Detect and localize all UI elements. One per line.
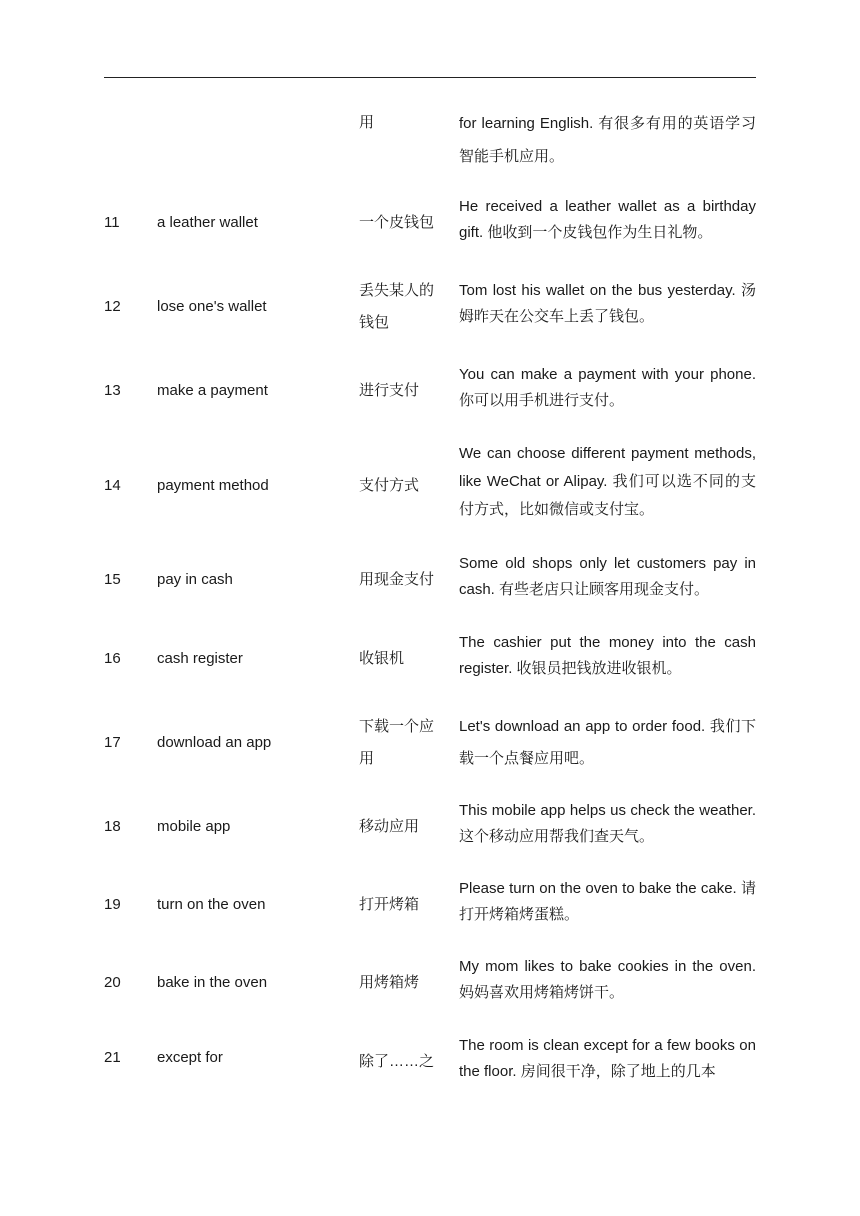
example-cell: for learning English. 有很多有用的英语学习智能手机应用。 bbox=[459, 115, 756, 165]
row-number: 14 bbox=[104, 477, 121, 494]
meaning-cell: 用 bbox=[359, 114, 375, 131]
meaning-cell: 除了……之 bbox=[359, 1053, 435, 1070]
row-number: 17 bbox=[104, 734, 121, 751]
phrase-cell: lose one's wallet bbox=[157, 298, 267, 315]
phrase-cell: payment method bbox=[157, 477, 269, 494]
meaning-cell: 丢失某人的钱包 bbox=[359, 282, 435, 331]
example-cell: Please turn on the oven to bake the cake. 请打开烤箱烤蛋糕。 bbox=[459, 880, 756, 923]
header-rule bbox=[104, 77, 756, 78]
example-cell: We can choose different payment methods, like WeChat or Alipay. 我们可以选不同的支付方式，比如微信或支付宝。 bbox=[459, 445, 756, 518]
row-number: 19 bbox=[104, 896, 121, 913]
phrase-cell: download an app bbox=[157, 734, 272, 751]
row-number: 18 bbox=[104, 818, 121, 835]
meaning-cell: 进行支付 bbox=[359, 382, 420, 399]
meaning-cell: 移动应用 bbox=[359, 818, 420, 835]
example-cell: Some old shops only let customers pay in cash. 有些老店只让顾客用现金支付。 bbox=[459, 555, 756, 598]
meaning-cell: 收银机 bbox=[359, 650, 405, 667]
example-cell: This mobile app helps us check the weather. 这个移动应用帮我们查天气。 bbox=[459, 802, 756, 845]
row-number: 12 bbox=[104, 298, 121, 315]
meaning-cell: 打开烤箱 bbox=[359, 896, 420, 913]
row-number: 15 bbox=[104, 571, 121, 588]
example-cell: The room is clean except for a few books on the floor. 房间很干净，除了地上的几本 bbox=[459, 1037, 756, 1080]
example-cell: You can make a payment with your phone. 你可以用手机进行支付。 bbox=[459, 366, 756, 409]
phrase-cell: a leather wallet bbox=[157, 214, 258, 231]
phrase-cell: cash register bbox=[157, 650, 243, 667]
meaning-cell: 用现金支付 bbox=[359, 571, 435, 588]
phrase-cell: mobile app bbox=[157, 818, 231, 835]
row-number: 13 bbox=[104, 382, 121, 399]
example-cell: Let's download an app to order food. 我们下载一个点餐应用吧。 bbox=[459, 718, 756, 767]
row-number: 11 bbox=[104, 214, 120, 231]
meaning-cell: 下载一个应用 bbox=[359, 718, 435, 767]
example-cell: The cashier put the money into the cash register. 收银员把钱放进收银机。 bbox=[459, 634, 756, 677]
meaning-cell: 支付方式 bbox=[359, 477, 420, 494]
meaning-cell: 用烤箱烤 bbox=[359, 974, 420, 991]
phrase-cell: turn on the oven bbox=[157, 896, 266, 913]
example-cell: Tom lost his wallet on the bus yesterday. 汤姆昨天在公交车上丢了钱包。 bbox=[459, 282, 756, 325]
row-number: 20 bbox=[104, 974, 121, 991]
phrase-cell: except for bbox=[157, 1049, 223, 1066]
example-cell: He received a leather wallet as a birthday gift. 他收到一个皮钱包作为生日礼物。 bbox=[459, 198, 756, 241]
phrase-cell: pay in cash bbox=[157, 571, 233, 588]
phrase-cell: bake in the oven bbox=[157, 974, 268, 991]
row-number: 16 bbox=[104, 650, 121, 667]
row-number: 21 bbox=[104, 1049, 121, 1066]
phrase-cell: make a payment bbox=[157, 382, 268, 399]
example-cell: My mom likes to bake cookies in the oven. 妈妈喜欢用烤箱烤饼干。 bbox=[459, 958, 756, 1001]
meaning-cell: 一个皮钱包 bbox=[359, 214, 435, 231]
